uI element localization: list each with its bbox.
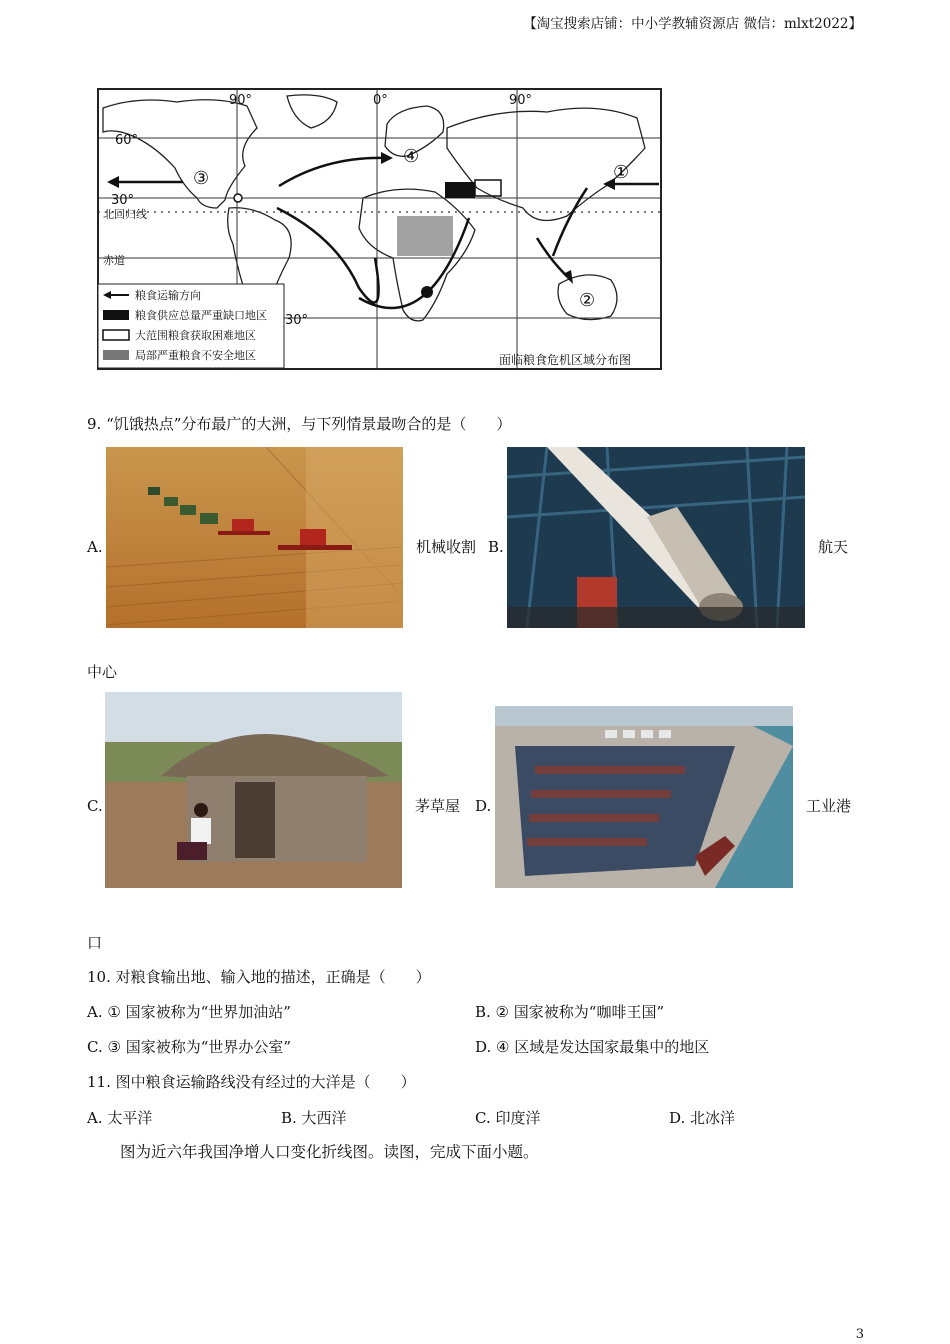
page-number: 3 — [855, 1327, 864, 1342]
legend-transport: 粮食运输方向 — [135, 289, 201, 302]
q10-option-d[interactable]: D. ④ 区域是发达国家最集中的地区 — [475, 1038, 710, 1056]
marker-4: ④ — [403, 146, 420, 167]
q10-option-b[interactable]: B. ② 国家被称为“咖啡王国” — [475, 1003, 665, 1021]
space-center-photo[interactable] — [507, 447, 805, 628]
q9-option-c-letter[interactable]: C. — [87, 797, 103, 815]
q9-option-c-caption: 茅草屋 — [415, 797, 461, 815]
q9-option-d-letter[interactable]: D. — [475, 797, 492, 815]
q9-option-b-caption-cont: 中心 — [87, 663, 118, 681]
local-insecurity-region — [397, 216, 453, 256]
lon-label-0: 0° — [373, 93, 388, 108]
harvest-photo[interactable] — [106, 447, 403, 628]
q9-option-b-letter[interactable]: B. — [488, 538, 504, 556]
page-header: 【淘宝搜索店铺：中小学教辅资源店 微信：mlxt2022】 — [523, 16, 862, 32]
map-caption: 面临粮食危机区域分布图 — [499, 353, 632, 367]
severe-shortage-region — [445, 182, 475, 198]
q11-option-b[interactable]: B. 大西洋 — [281, 1109, 347, 1127]
marker-3: ③ — [193, 168, 210, 189]
q10-option-a[interactable]: A. ① 国家被称为“世界加油站” — [87, 1003, 291, 1021]
q10-option-c[interactable]: C. ③ 国家被称为“世界办公室” — [87, 1038, 292, 1056]
q10-stem: 10. 对粮食输出地、输入地的描述，正确是（ ） — [87, 968, 431, 986]
q11-option-c[interactable]: C. 印度洋 — [475, 1109, 541, 1127]
q9-option-a-letter[interactable]: A. — [87, 538, 103, 556]
q9-option-b-caption: 航天 — [818, 538, 849, 556]
lon-label-e90: 90° — [509, 93, 533, 108]
legend-insecurity: 局部严重粮食不安全地区 — [135, 349, 256, 362]
tropic-label: 北回归线 — [103, 208, 147, 221]
next-section-intro: 图为近六年我国净增人口变化折线图。读图，完成下面小题。 — [120, 1143, 539, 1161]
lat-label-s30: 30° — [285, 313, 309, 328]
q9-option-d-caption-cont: 口 — [87, 934, 103, 952]
food-crisis-map — [97, 88, 662, 370]
q9-option-a-caption: 机械收割 — [416, 538, 477, 556]
marker-1: ① — [613, 162, 630, 183]
legend-difficulty: 大范围粮食获取困难地区 — [135, 329, 256, 342]
thatched-hut-photo[interactable] — [105, 692, 402, 888]
equator-label: 赤道 — [103, 254, 125, 267]
q9-option-d-caption: 工业港 — [806, 797, 852, 815]
lon-label-w90: 90° — [229, 93, 253, 108]
legend-shortage: 粮食供应总量严重缺口地区 — [135, 309, 267, 322]
industrial-port-photo[interactable] — [495, 706, 793, 888]
lat-label-n60: 60° — [115, 133, 139, 148]
map-legend — [98, 284, 284, 368]
q11-option-a[interactable]: A. 太平洋 — [87, 1109, 153, 1127]
q11-option-d[interactable]: D. 北冰洋 — [669, 1109, 736, 1127]
lat-label-n30: 30° — [111, 193, 135, 208]
q9-stem: 9. “饥饿热点”分布最广的大洲，与下列情景最吻合的是（ ） — [87, 415, 512, 433]
marker-2: ② — [579, 290, 596, 311]
q11-stem: 11. 图中粮食运输路线没有经过的大洋是（ ） — [87, 1073, 416, 1091]
